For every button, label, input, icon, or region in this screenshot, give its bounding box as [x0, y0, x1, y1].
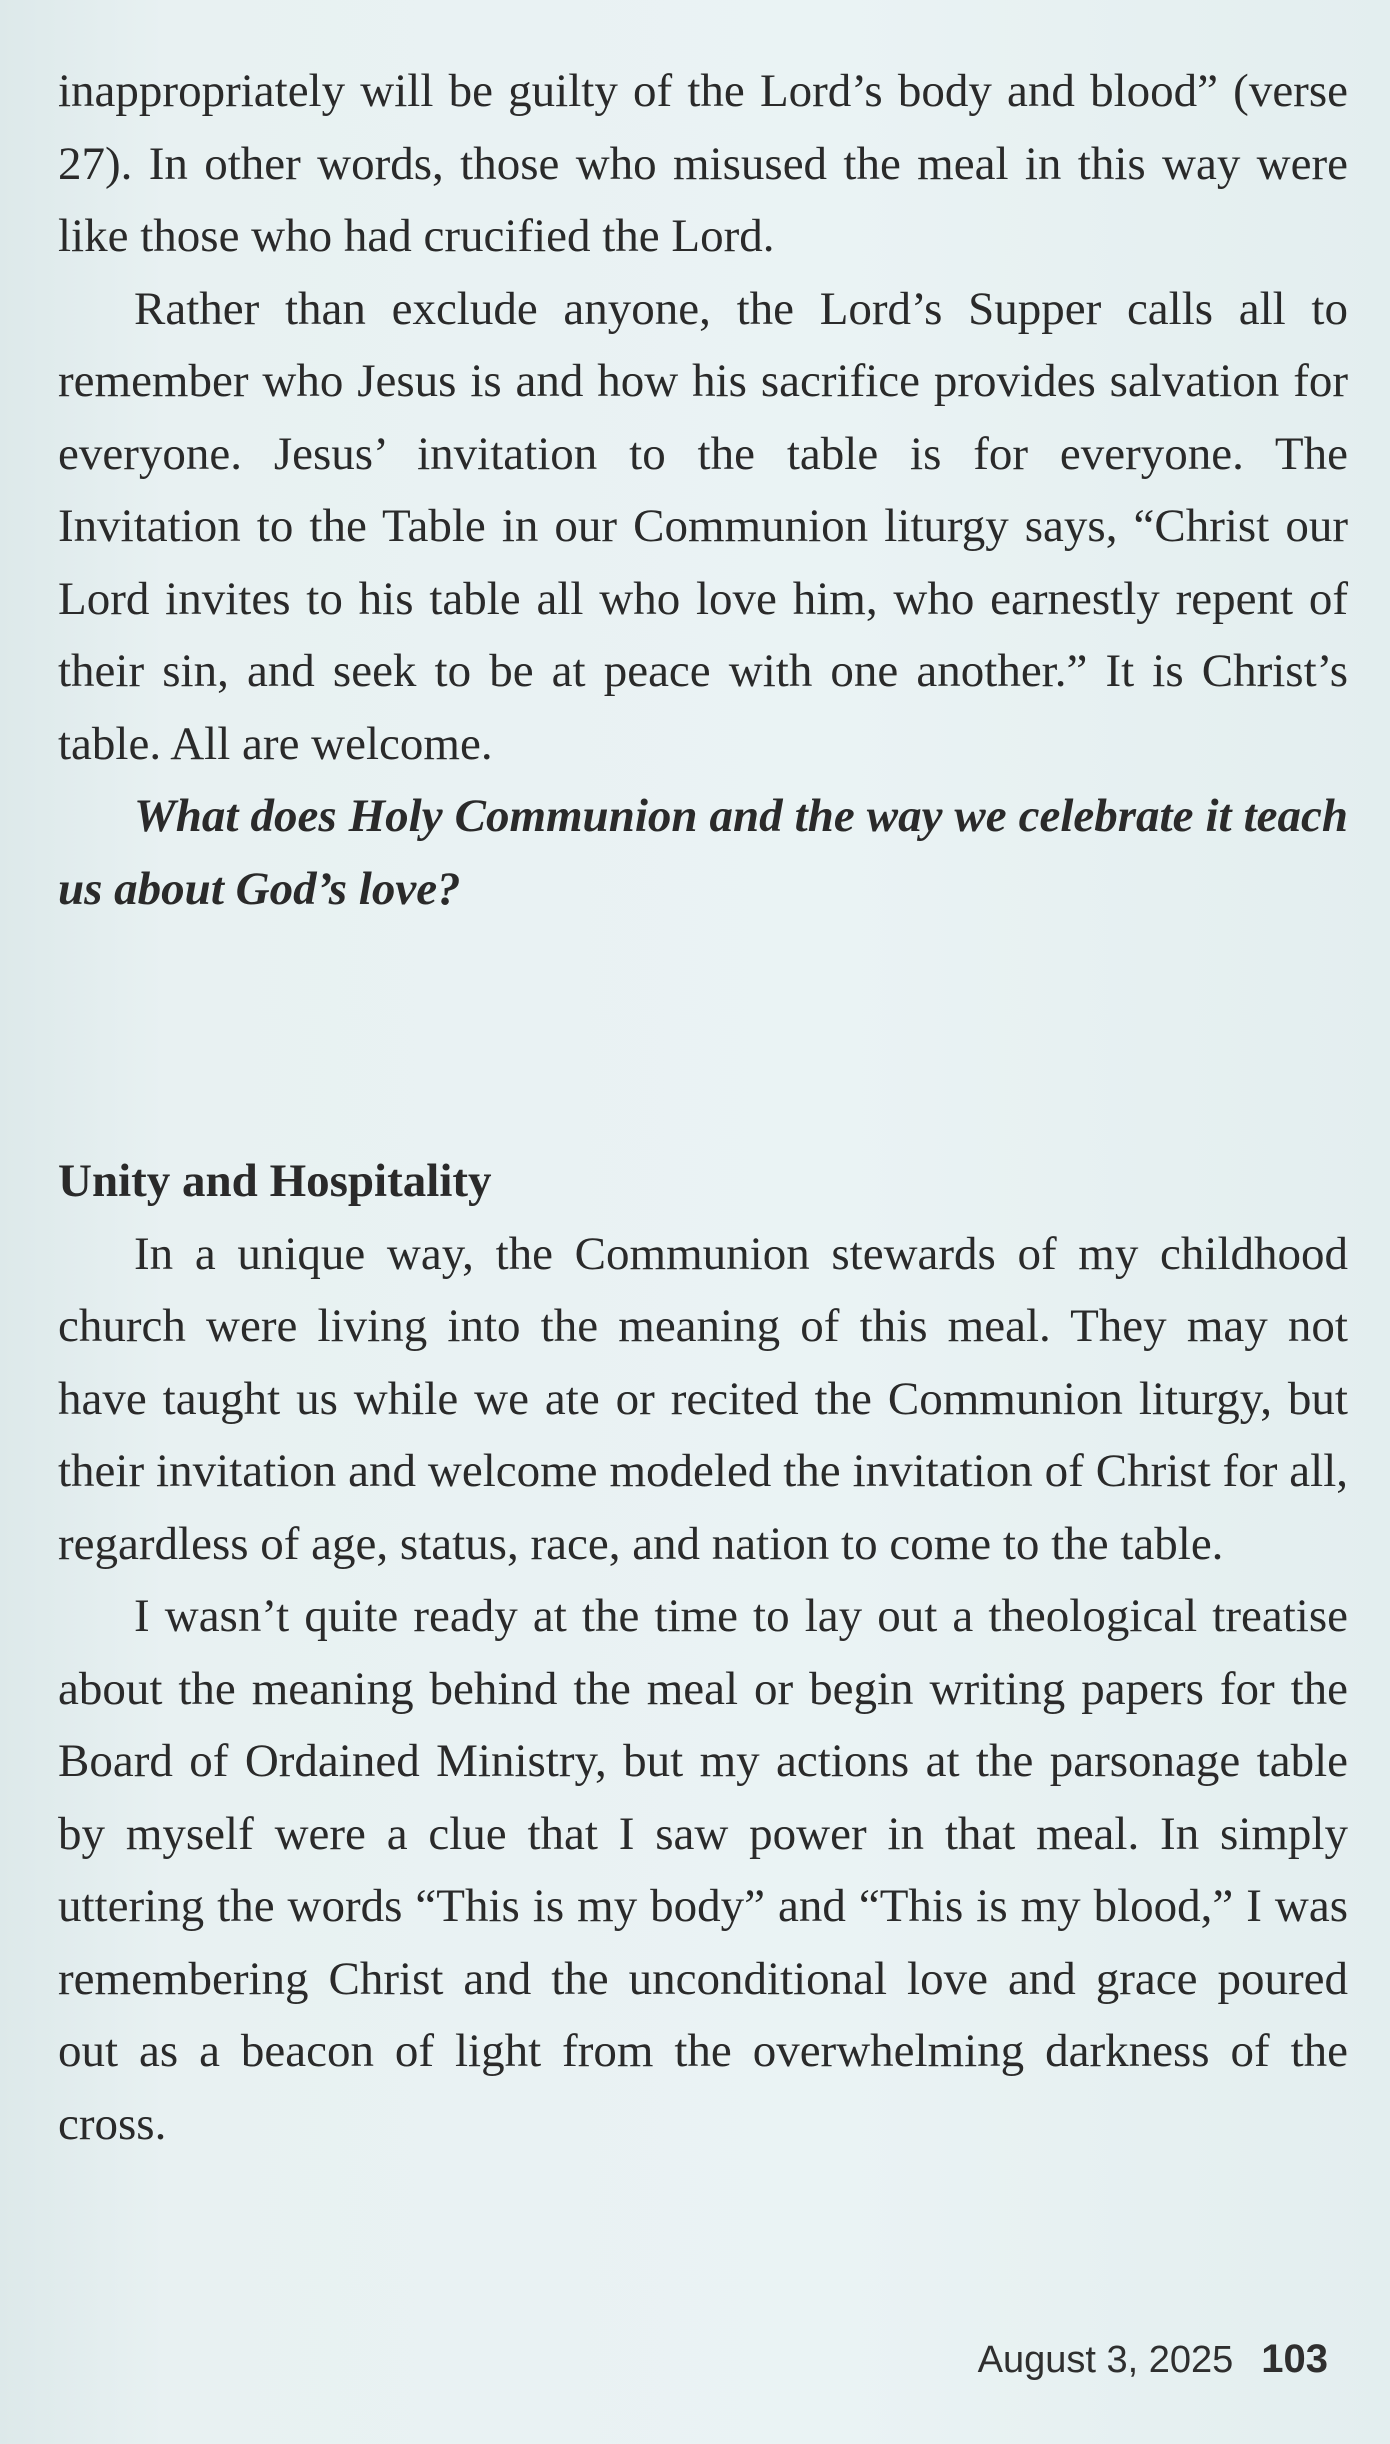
paragraph-unity: In a unique way, the Communion stewards of my childhood church were living into the meaning of this meal. They may not have taught us while we ate or recited the Communion liturgy, but their invitation and welcome modeled the invitation of Christ for all, regardless of age, status, race, and nation to come to the table.	[58, 1227, 1348, 1570]
paragraph-continued: inappropriately will be guilty of the Lord’s body and blood” (verse 27). In other words, those who misused the meal in this way were like those who had crucified the Lord.	[58, 65, 1348, 262]
reflection-question: What does Holy Communion and the way we celebrate it teach us about God’s love?	[58, 790, 1348, 915]
footer-date: August 3, 2025	[977, 2339, 1234, 2381]
text-column-section	[58, 1145, 1348, 2160]
page-number: 103	[1261, 2337, 1328, 2381]
paragraph-theological: I wasn’t quite ready at the time to lay out a theological treatise about the meaning behind the meal or begin writing papers for the Board of Ordained Ministry, but my actions at the parsonage table by myself were a clue that I saw power in that meal. In simply uttering the words “This is my body” and “This is my blood,” I was remembering Christ and the unconditional love and grace poured out as a beacon of light from the overwhelming darkness of the cross.	[58, 1590, 1348, 2150]
page-footer	[978, 2337, 1328, 2382]
paragraph-lords-supper: Rather than exclude anyone, the Lord’s Supper calls all to remember who Jesus is and how his sacrifice provides salvation for everyone. Jesus’ invitation to the table is for everyone. The Invitation to the Table in our Communion liturgy says, “Christ our Lord invites to his table all who love him, who earnestly repent of their sin, and seek to be at peace with one another.” It is Christ’s table. All are welcome.	[58, 282, 1348, 770]
section-heading: Unity and Hospitality	[58, 1155, 492, 1207]
text-column-top	[58, 55, 1348, 925]
